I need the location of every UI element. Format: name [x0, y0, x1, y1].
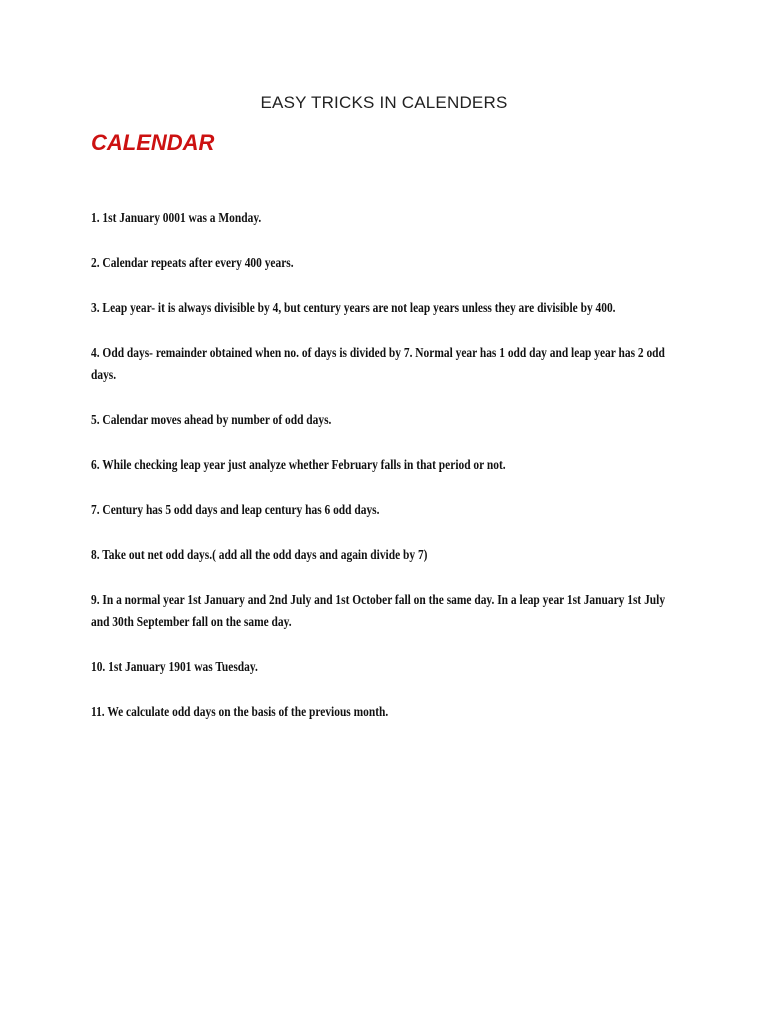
list-item: 6. While checking leap year just analyze whether February falls in that period or not. — [91, 457, 506, 472]
section-heading: CALENDAR — [91, 130, 215, 155]
list-item: 1. 1st January 0001 was a Monday. — [91, 210, 262, 225]
rules-list — [91, 207, 681, 746]
list-item: 3. Leap year- it is always divisible by 4, but century years are not leap years unless they are divisible by 400. — [91, 300, 616, 315]
list-item: 2. Calendar repeats after every 400 years. — [91, 255, 294, 270]
list-item: 9. In a normal year 1st January and 2nd July and 1st October fall on the same day. In a leap year 1st January 1st July and 30th September fall on the same day. — [91, 592, 666, 629]
list-item: 7. Century has 5 odd days and leap century has 6 odd days. — [91, 502, 380, 517]
list-item: 10. 1st January 1901 was Tuesday. — [91, 659, 258, 674]
document-title: EASY TRICKS IN CALENDERS — [260, 93, 508, 112]
list-item: 4. Odd days- remainder obtained when no. of days is divided by 7. Normal year has 1 odd day and leap year has 2 odd days. — [91, 345, 665, 382]
list-item: 11. We calculate odd days on the basis of the previous month. — [91, 704, 389, 719]
list-item: 8. Take out net odd days.( add all the odd days and again divide by 7) — [91, 547, 428, 562]
list-item: 5. Calendar moves ahead by number of odd days. — [91, 412, 332, 427]
